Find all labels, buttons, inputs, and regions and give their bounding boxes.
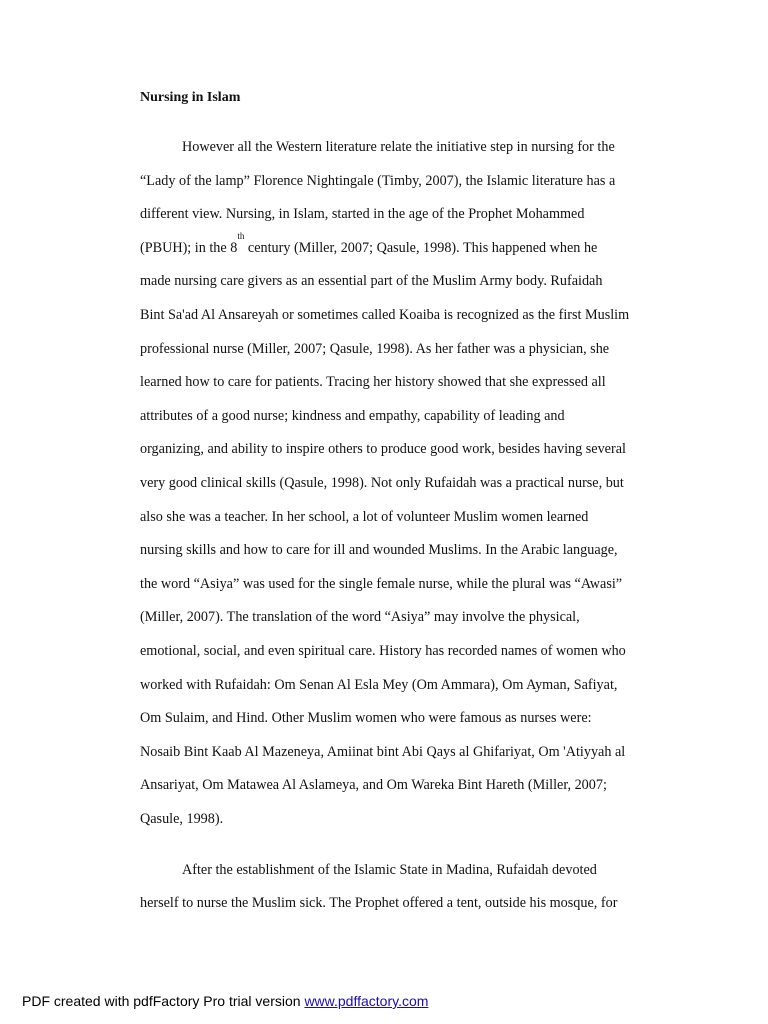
paragraph-line: attributes of a good nurse; kindness and empathy, capability of leading and <box>140 408 565 424</box>
paragraph-line: Om Sulaim, and Hind. Other Muslim women who were famous as nurses were: <box>140 710 592 726</box>
paragraph-line: herself to nurse the Muslim sick. The Prophet offered a tent, outside his mosque, for <box>140 895 618 911</box>
paragraph-line: organizing, and ability to inspire others to produce good work, besides having several <box>140 441 626 457</box>
page-title: Nursing in Islam <box>140 90 241 105</box>
pdf-footer <box>22 992 428 1010</box>
paragraph-line: very good clinical skills (Qasule, 1998). Not only Rufaidah was a practical nurse, but <box>140 475 624 491</box>
paragraph-line: (Miller, 2007). The translation of the word “Asiya” may involve the physical, <box>140 609 580 625</box>
paragraph-line: Ansariyat, Om Matawea Al Aslameya, and Om Wareka Bint Hareth (Miller, 2007; <box>140 777 607 793</box>
footer-text: PDF created with pdfFactory Pro trial version <box>22 993 305 1009</box>
paragraph-line: the word “Asiya” was used for the single female nurse, while the plural was “Awasi” <box>140 576 623 592</box>
paragraph-line: nursing skills and how to care for ill and wounded Muslims. In the Arabic language, <box>140 542 618 558</box>
paragraph-line-with-superscript <box>140 231 598 257</box>
paragraph-line: “Lady of the lamp” Florence Nightingale (Timby, 2007), the Islamic literature has a <box>140 173 616 189</box>
paragraph-line: Nosaib Bint Kaab Al Mazeneya, Amiinat bint Abi Qays al Ghifariyat, Om 'Atiyyah al <box>140 744 626 760</box>
paragraph-line: different view. Nursing, in Islam, started in the age of the Prophet Mohammed <box>140 206 585 222</box>
line-text: (PBUH); in the 8 <box>140 240 238 256</box>
ordinal-superscript: th <box>237 231 245 241</box>
paragraph-line: emotional, social, and even spiritual care. History has recorded names of women who <box>140 643 626 659</box>
pdffactory-link[interactable]: www.pdffactory.com <box>304 993 429 1009</box>
paragraph-line: also she was a teacher. In her school, a lot of volunteer Muslim women learned <box>140 509 589 525</box>
paragraph-line: learned how to care for patients. Tracing her history showed that she expressed all <box>140 374 606 390</box>
paragraph-line: professional nurse (Miller, 2007; Qasule, 1998). As her father was a physician, she <box>140 341 610 357</box>
paragraph-line: After the establishment of the Islamic State in Madina, Rufaidah devoted <box>182 862 597 878</box>
paragraph-line: However all the Western literature relate the initiative step in nursing for the <box>182 139 615 155</box>
paragraph-line: made nursing care givers as an essential part of the Muslim Army body. Rufaidah <box>140 273 603 289</box>
paragraph-line: Bint Sa'ad Al Ansareyah or sometimes called Koaiba is recognized as the first Muslim <box>140 307 630 323</box>
paragraph-line: Qasule, 1998). <box>140 811 224 827</box>
line-text: century (Miller, 2007; Qasule, 1998). This happened when he <box>244 240 598 256</box>
paragraph-line: worked with Rufaidah: Om Senan Al Esla Mey (Om Ammara), Om Ayman, Safiyat, <box>140 677 618 693</box>
